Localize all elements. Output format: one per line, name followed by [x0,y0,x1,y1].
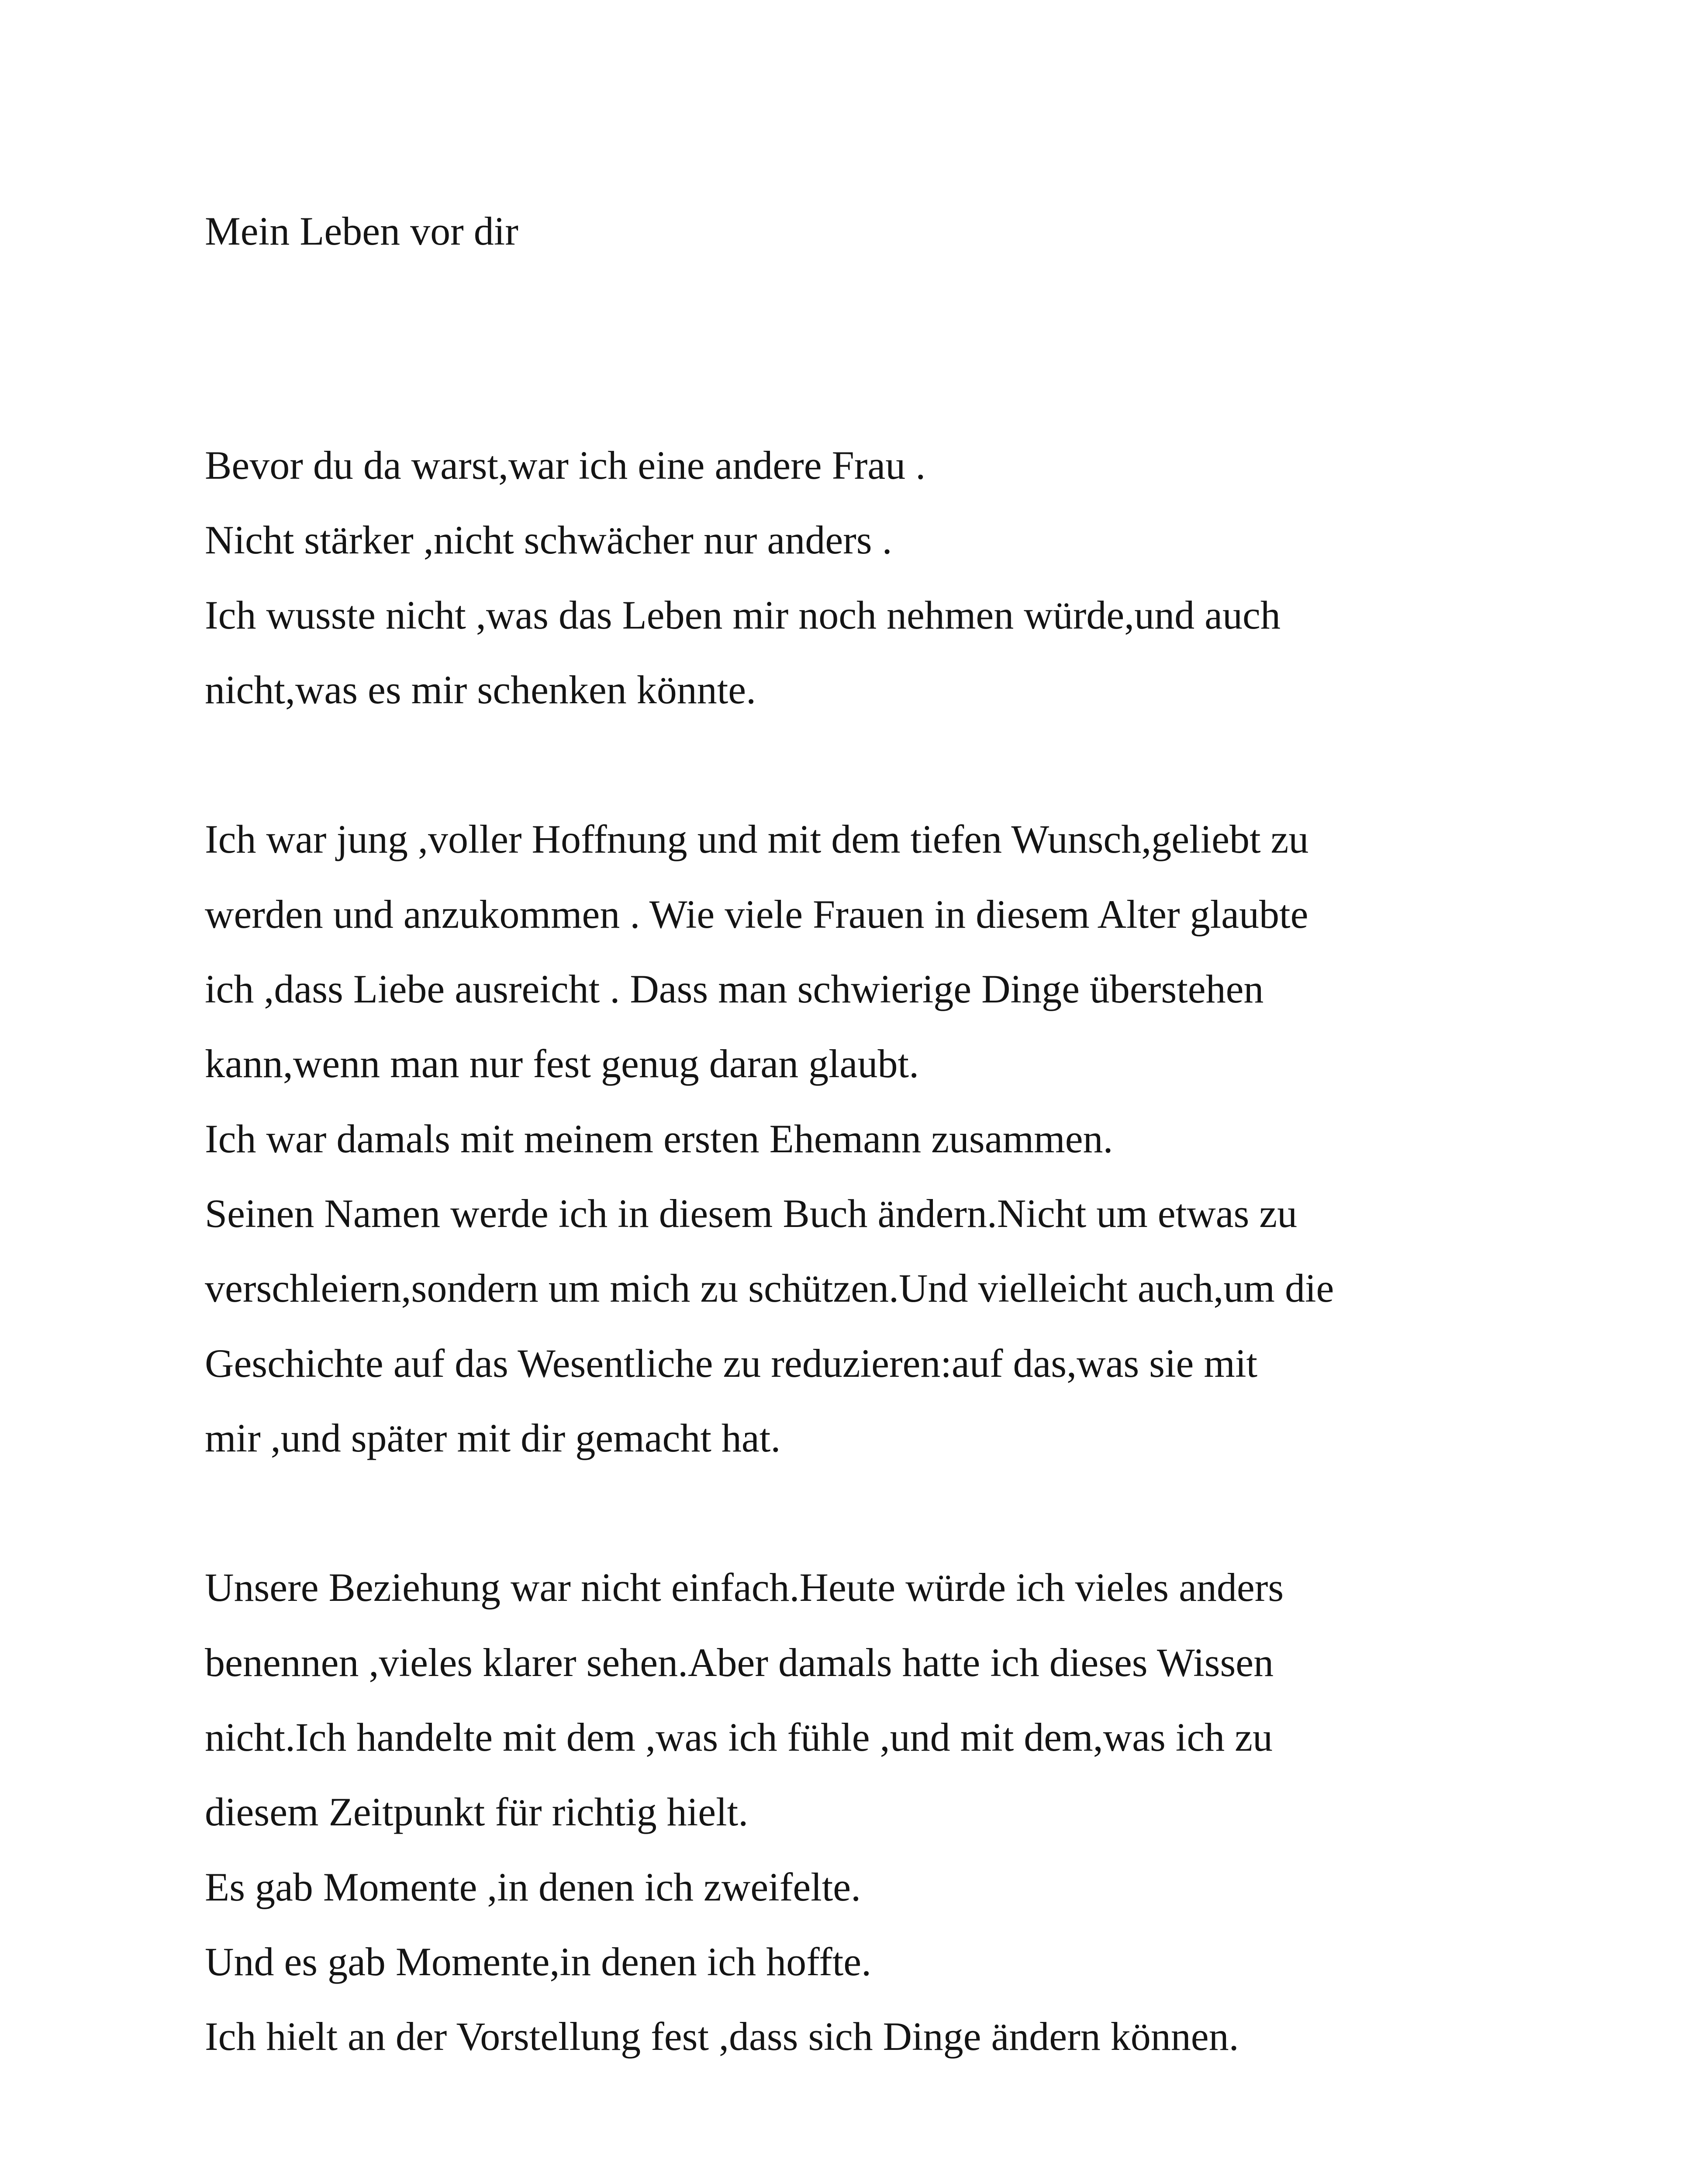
text-line: benennen ,vieles klarer sehen.Aber damals hatte ich dieses Wissen [205,1640,1274,1685]
text-line: Nicht stärker ,nicht schwächer nur anders . [205,518,892,563]
text-line: Ich war jung ,voller Hoffnung und mit dem tiefen Wunsch,geliebt zu [205,817,1309,862]
text-line: Geschichte auf das Wesentliche zu reduzieren:auf das,was sie mit [205,1341,1258,1386]
text-line: nicht.Ich handelte mit dem ,was ich fühle ,und mit dem,was ich zu [205,1715,1273,1760]
paragraph-3 [205,1550,1506,2074]
text-line: Ich war damals mit meinem ersten Ehemann zusammen. [205,1116,1113,1161]
text-line: ich ,dass Liebe ausreicht . Dass man schwierige Dinge überstehen [205,967,1264,1012]
document-title: Mein Leben vor dir [205,209,518,253]
text-line: nicht,was es mir schenken könnte. [205,667,756,712]
text-line: werden und anzukommen . Wie viele Frauen in diesem Alter glaubte [205,892,1308,936]
document-body [205,428,1506,2074]
text-line: Ich wusste nicht ,was das Leben mir noch nehmen würde,und auch [205,592,1281,637]
paragraph-spacer [205,1476,1506,1550]
text-line: Und es gab Momente,in denen ich hoffte. [205,1939,872,1984]
text-line: Unsere Beziehung war nicht einfach.Heute würde ich vieles anders [205,1565,1284,1610]
paragraph-1 [205,428,1506,727]
text-line: diesem Zeitpunkt für richtig hielt. [205,1790,749,1835]
text-line: mir ,und später mit dir gemacht hat. [205,1415,781,1460]
text-line: verschleiern,sondern um mich zu schützen.Und vielleicht auch,um die [205,1266,1334,1311]
text-line: Bevor du da warst,war ich eine andere Frau . [205,443,926,487]
text-line: Seinen Namen werde ich in diesem Buch ändern.Nicht um etwas zu [205,1191,1298,1236]
text-line: Ich hielt an der Vorstellung fest ,dass sich Dinge ändern können. [205,2014,1239,2059]
paragraph-2 [205,802,1506,1476]
paragraph-spacer [205,727,1506,802]
text-line: kann,wenn man nur fest genug daran glaubt. [205,1041,919,1086]
text-line: Es gab Momente ,in denen ich zweifelte. [205,1864,861,1909]
